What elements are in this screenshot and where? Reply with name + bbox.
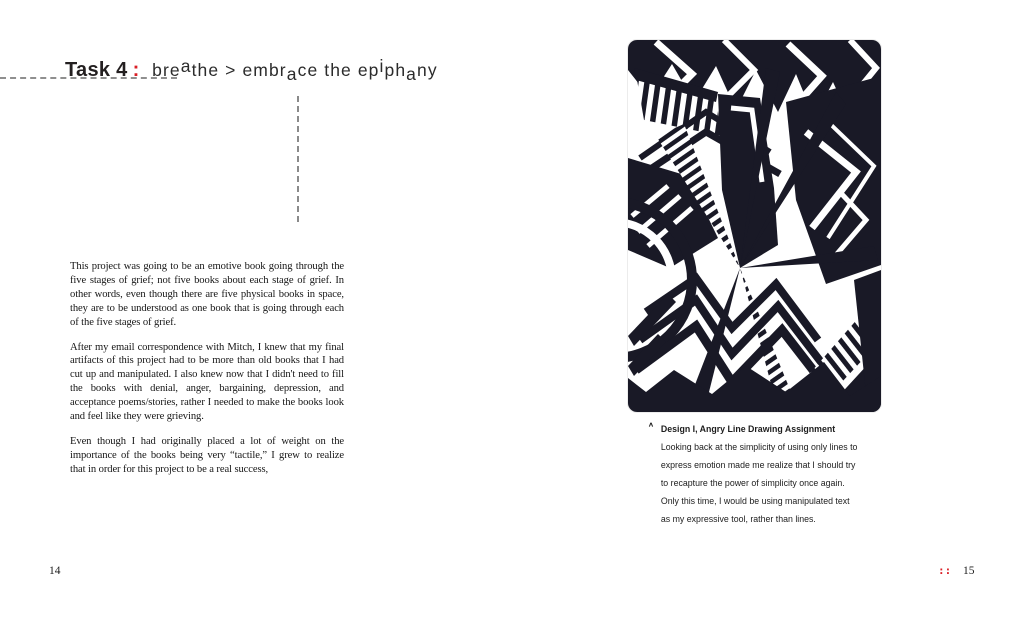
subtitle-segment: a <box>406 64 418 84</box>
caret-up-icon: ∧ <box>648 420 654 429</box>
subtitle-segment: a <box>286 64 298 84</box>
red-dots-mark: :: <box>938 564 952 577</box>
paragraph: Even though I had originally placed a lot of weight on the importance of the books being very “tactile,” I grew to realize that in order for this project to be a real success, <box>70 435 344 475</box>
paragraph: After my email correspondence with Mitch, I knew that my final artifacts of this project had to be more than old books that I had cut up and manipulated. I also knew now that I didn't need to fill the books with denial, anger, bargaining, depression, and acceptance poems/stories, rather I needed to make the books look and feel like they were grieving. <box>70 341 344 423</box>
subtitle-segment: bre <box>152 60 181 80</box>
subtitle-segment: ny <box>417 60 438 80</box>
task-colon: : <box>132 59 140 81</box>
caption-title: Design I, Angry Line Drawing Assignment <box>660 424 836 434</box>
subtitle-segment: a <box>180 56 192 76</box>
body-text <box>70 260 344 488</box>
abstract-zigzag-art <box>628 40 881 412</box>
subtitle-segment: the > embr <box>191 60 287 80</box>
caption-body: Looking back at the simplicity of using only lines to express emotion made me realize that I should try to recapture the power of simplicity once again. Only this time, I would be using manipulated text as my expressive tool, rather than lines. <box>660 442 858 524</box>
page-number-left: 14 <box>49 565 61 577</box>
subtitle-segment: ce the ep <box>297 60 380 80</box>
artwork-caption <box>648 419 860 527</box>
page-number-right: 15 <box>963 565 975 577</box>
subtitle-segment: ph <box>384 60 407 80</box>
subtitle-segment: i <box>379 56 385 76</box>
vertical-dashed-line <box>297 96 299 222</box>
dashed-underline <box>0 77 177 79</box>
chapter-subtitle <box>152 56 438 84</box>
task-label: Task 4 <box>65 59 128 81</box>
angry-line-drawing-image <box>628 40 881 412</box>
caption-text <box>661 419 860 527</box>
paragraph: This project was going to be an emotive book going through the five stages of grief; not five books about each stage of grief. In other words, even though there are five physical books in space, they are to be understood as one book that is going through each of the five stages of grief. <box>70 261 344 328</box>
